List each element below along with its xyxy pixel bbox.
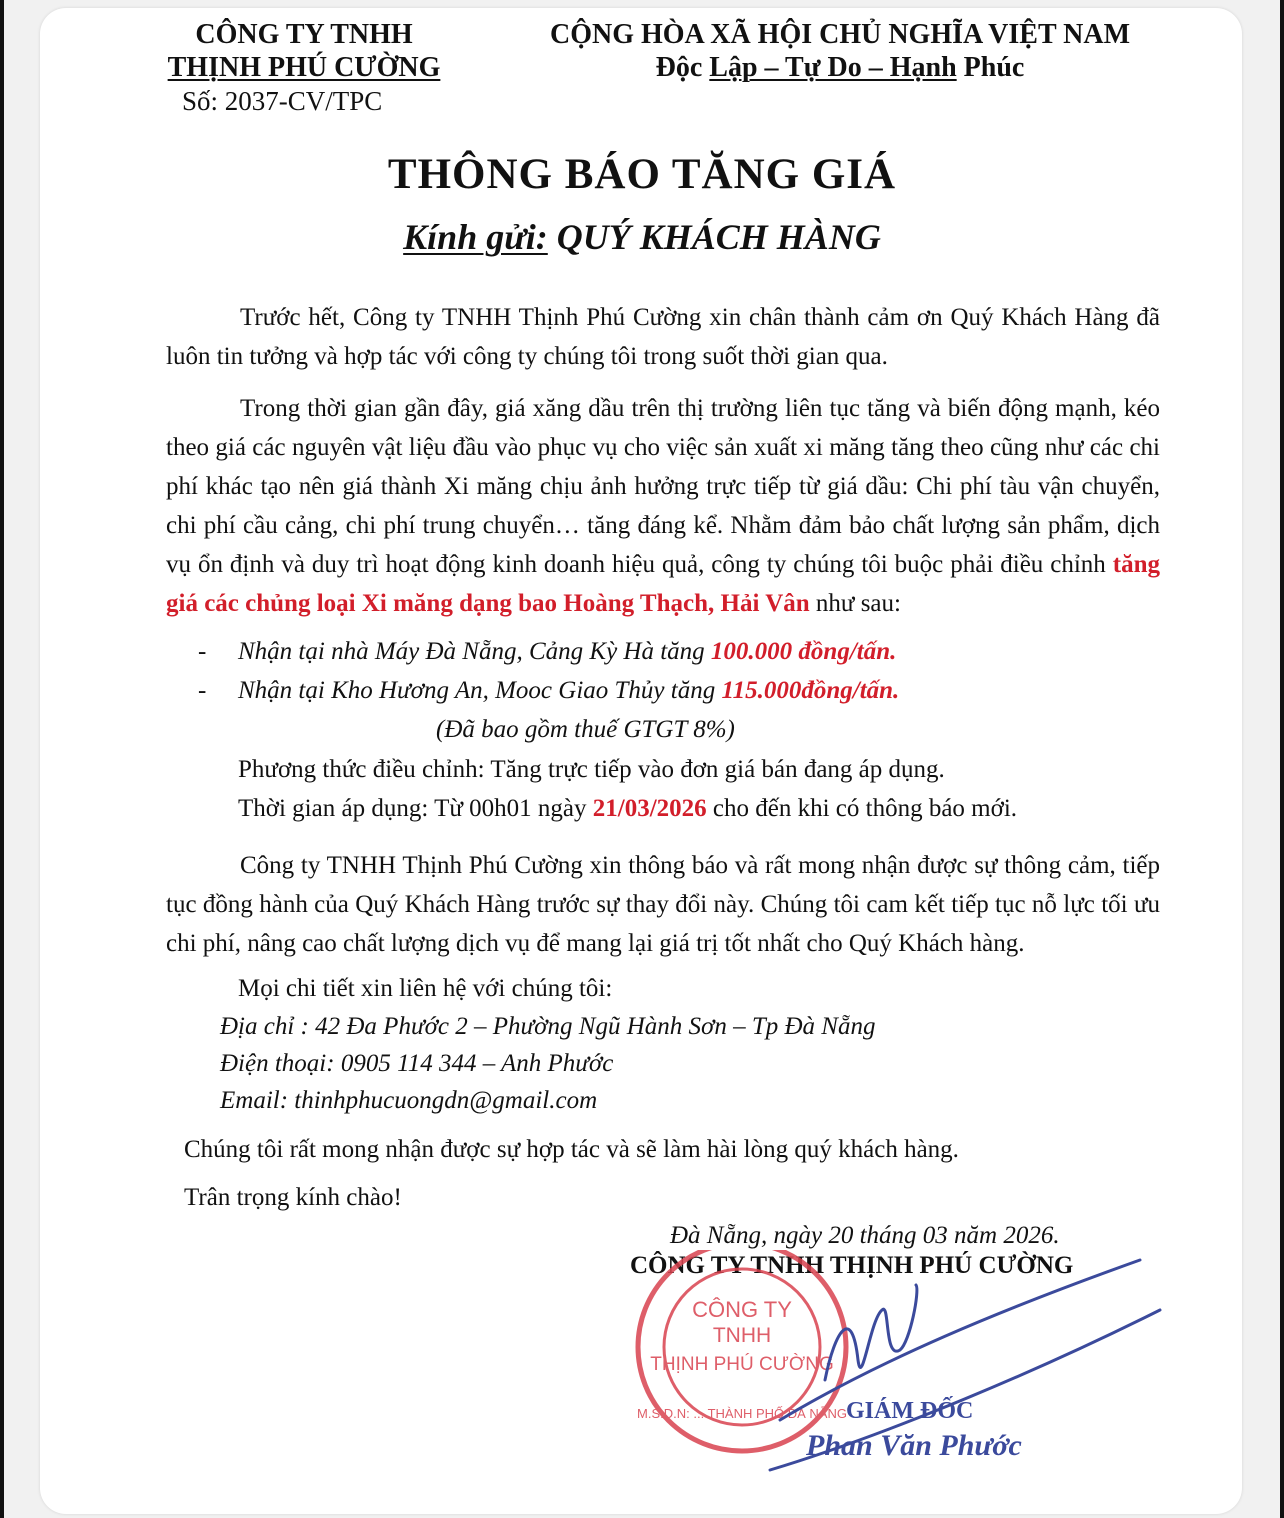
price-item-1: [238, 638, 896, 666]
motto-suffix: Phúc: [956, 52, 1025, 83]
signatory-position: GIÁM ĐỐC: [846, 1398, 974, 1424]
stamp-text-3: THỊNH PHÚ CƯỜNG: [650, 1354, 834, 1375]
price-item-2-amount: 115.000đồng/tấn.: [721, 677, 900, 704]
contact-address: Địa chỉ : 42 Đa Phước 2 – Phường Ngũ Hành Sơn – Tp Đà Nẵng: [220, 1013, 876, 1040]
place-date: Đà Nẵng, ngày 20 tháng 03 năm 2026.: [670, 1222, 1060, 1249]
price-increase-highlight: tăng giá các chủng loại Xi măng dạng bao Hoàng Thạch, Hải Vân: [166, 551, 1160, 617]
greeting-label: Kính gửi:: [403, 217, 548, 257]
contact-intro: Mọi chi tiết xin liên hệ với chúng tôi:: [238, 975, 613, 1002]
signatory-name: Phan Văn Phước: [806, 1429, 1022, 1462]
nation-name: CỘNG HÒA XÃ HỘI CHỦ NGHĨA VIỆT NAM: [549, 19, 1131, 50]
company-name-line1: CÔNG TY TNHH: [195, 19, 413, 50]
adjustment-method: Phương thức điều chỉnh: Tăng trực tiếp vào đơn giá bán đang áp dụng.: [238, 756, 945, 783]
stamp-and-signature: [620, 1250, 1180, 1500]
company-name-line2: THỊNH PHÚ CƯỜNG: [167, 52, 441, 83]
contact-email: Email: thinhphucuongdn@gmail.com: [220, 1087, 598, 1114]
motto-prefix: Độc: [655, 52, 710, 83]
closing-line: Chúng tôi rất mong nhận được sự hợp tác và sẽ làm hài lòng quý khách hàng.: [184, 1136, 959, 1163]
paragraph-commitment: Công ty TNHH Thịnh Phú Cường xin thông báo và rất mong nhận được sự thông cảm, tiếp tục đồng hành của Quý Khách Hàng trước sự thay đổi này. Chúng tôi cam kết tiếp tục nỗ lực tối ưu chi phí, nâng cao chất lượng dịch vụ để mang lại giá trị tốt nhất cho Quý Khách hàng.: [166, 852, 1160, 957]
nation-motto: [540, 51, 1140, 84]
paragraph-reason: [166, 389, 1160, 623]
bullet-dash-1: -: [198, 638, 207, 665]
signature-company: CÔNG TY TNHH THỊNH PHÚ CƯỜNG: [630, 1252, 1074, 1279]
reason-tail: như sau:: [809, 590, 901, 617]
greeting: [0, 216, 1284, 258]
motto-underlined: Lập – Tự Do – Hạnh: [709, 52, 957, 83]
company-stamp: [637, 1250, 847, 1451]
effective-prefix: Thời gian áp dụng: Từ 00h01 ngày: [238, 795, 593, 822]
effective-date: 21/03/2026: [592, 795, 707, 822]
price-item-1-text: Nhận tại nhà Máy Đà Nẵng, Cảng Kỳ Hà tăng: [238, 638, 711, 665]
document-number: Số: 2037-CV/TPC: [182, 86, 383, 116]
company-header: [166, 18, 442, 84]
bullet-dash-2: -: [198, 677, 207, 704]
effective-time: [238, 795, 1017, 823]
price-item-1-amount: 100.000 đồng/tấn.: [710, 638, 897, 665]
document-title: THÔNG BÁO TĂNG GIÁ: [387, 151, 897, 198]
stamp-ring-text: M.S.D.N: ... THÀNH PHỐ ĐÀ NẴNG: [637, 1406, 847, 1421]
effective-suffix: cho đến khi có thông báo mới.: [706, 795, 1018, 822]
reason-text: Trong thời gian gần đây, giá xăng dầu trên thị trường liên tục tăng và biến động mạnh, kéo theo giá các nguyên vật liệu đầu vào phục vụ cho việc sản xuất xi măng tăng theo cũng như các chi phí khác tạo nên giá thành Xi măng chịu ảnh hưởng trực tiếp từ giá dầu: Chi phí tàu vận chuyển, chi phí cầu cảng, chi phí trung chuyển… tăng đáng kể. Nhằm đảm bảo chất lượng sản phẩm, dịch vụ ổn định và duy trì hoạt động kinh doanh hiệu quả, công ty chúng tôi buộc phải điều chỉnh: [166, 395, 1160, 578]
national-header: [540, 18, 1140, 84]
stamp-text-1: CÔNG TY: [692, 1297, 792, 1322]
price-item-2-text: Nhận tại Kho Hương An, Mooc Giao Thủy tăng: [238, 677, 722, 704]
closing-greeting: Trân trọng kính chào!: [184, 1184, 402, 1211]
stamp-text-2: TNHH: [712, 1324, 772, 1347]
contact-phone: Điện thoại: 0905 114 344 – Anh Phước: [220, 1050, 614, 1077]
price-item-2: [238, 677, 899, 705]
vat-note: (Đã bao gồm thuế GTGT 8%): [436, 716, 735, 743]
paragraph-thanks: Trước hết, Công ty TNHH Thịnh Phú Cường xin chân thành cảm ơn Quý Khách Hàng đã luôn tin tưởng và hợp tác với công ty chúng tôi trong suốt thời gian qua.: [166, 304, 1160, 370]
greeting-recipient: QUÝ KHÁCH HÀNG: [547, 217, 881, 257]
